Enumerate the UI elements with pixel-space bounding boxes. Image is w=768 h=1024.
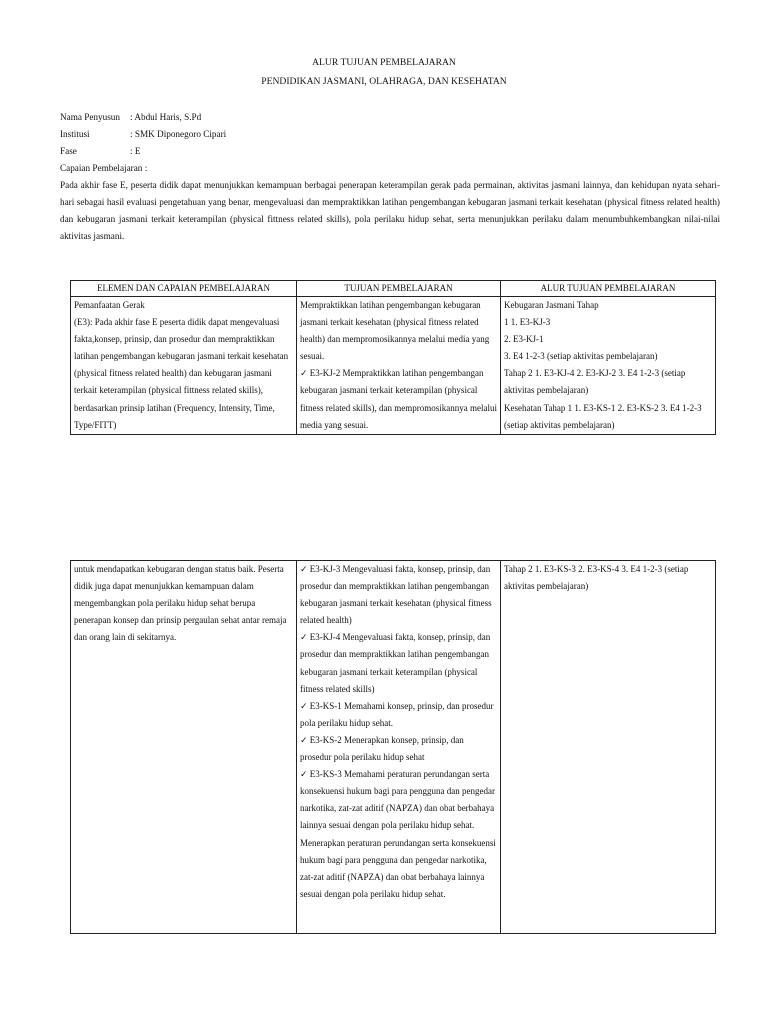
alur-line: Kesehatan Tahap 1 1. E3-KS-1 2. E3-KS-2 3. E4 1-2-3 (setiap aktivitas pembelajaran) bbox=[504, 402, 702, 430]
table-row bbox=[71, 297, 716, 435]
cell-tujuan bbox=[297, 561, 501, 934]
alur-line: 2. E3-KJ-1 bbox=[504, 334, 544, 345]
alur-line: 3. E4 1-2-3 (setiap aktivitas pembelajaran) bbox=[504, 351, 658, 362]
meta-fase bbox=[60, 143, 720, 160]
penyusun-label: Nama Penyusun bbox=[60, 112, 120, 122]
penyusun-value: : Abdul Haris, S.Pd bbox=[130, 112, 202, 122]
fase-value: : E bbox=[130, 146, 141, 156]
cell-alur bbox=[501, 561, 716, 934]
alur-line: Kebugaran Jasmani Tahap bbox=[504, 300, 599, 310]
tujuan-item: ✓ E3-KJ-3 Mengevaluasi fakta, konsep, prinsip, dan prosedur dan mempraktikkan latihan pengembangan kebugaran jasmani terkait kesehatan (physical fitness related health) bbox=[300, 564, 492, 626]
elemen-text: (E3): Pada akhir fase E peserta didik dapat mengevaluasi fakta,konsep, prinsip, dan prosedur dan mempraktikkan latihan pengembangan kebugaran jasmani terkait kesehatan (physical fitness related health) dan kebugaran jasmani terkait keterampilan (physical fittness related skills), berdasarkan prinsip latihan (Frequency, Intensity, Time, Type/FITT) bbox=[74, 317, 289, 430]
cell-tujuan bbox=[297, 297, 501, 435]
alur-line: 1 1. E3-KJ-3 bbox=[504, 317, 551, 328]
tujuan-item: ✓ E3-KS-3 Memahami peraturan perundangan serta konsekuensi hukum bagi para pengguna dan pengedar narkotika, zat-zat aditif (NAPZA) dan obat berbahaya lainnya sesuai dengan pola perilaku hidup sehat. bbox=[300, 769, 495, 831]
cell-alur bbox=[501, 297, 716, 435]
table-header-row bbox=[71, 281, 716, 297]
tujuan-text: Mempraktikkan latihan pengembangan kebugaran jasmani terkait kesehatan (physical fitness related health) dan mempromosikannya melalui media yang sesuai. bbox=[300, 300, 490, 362]
institusi-value: : SMK Diponegoro Cipari bbox=[130, 129, 227, 139]
capaian-label: Capaian Pembelajaran : bbox=[60, 163, 148, 173]
tujuan-item: ✓ E3-KS-1 Memahami konsep, prinsip, dan prosedur pola perilaku hidup sehat. bbox=[300, 700, 494, 728]
cell-elemen bbox=[71, 561, 297, 934]
tujuan-item: Menerapkan peraturan perundangan serta konsekuensi hukum bagi para pengguna dan pengedar narkotika, zat-zat aditif (NAPZA) dan obat berbahaya lainnya sesuai dengan pola perilaku hidup sehat. bbox=[300, 837, 496, 899]
atp-table-continued bbox=[70, 560, 716, 934]
meta-section bbox=[60, 109, 720, 245]
header-elemen: ELEMEN DAN CAPAIAN PEMBELAJARAN bbox=[71, 281, 297, 297]
header-alur: ALUR TUJUAN PEMBELAJARAN bbox=[501, 281, 716, 297]
tujuan-item: ✓ E3-KJ-4 Mengevaluasi fakta, konsep, prinsip, dan prosedur dan mempraktikkan latihan pengembangan kebugaran jasmani terkait keterampilan (physical fitness related skills) bbox=[300, 632, 491, 694]
alur-line: Tahap 2 1. E3-KS-3 2. E3-KS-4 3. E4 1-2-3 (setiap aktivitas pembelajaran) bbox=[504, 564, 689, 592]
capaian-paragraph: Pada akhir fase E, peserta didik dapat menunjukkan kemampuan berbagai penerapan keterampilan gerak pada permainan, aktivitas jasmani lainnya, dan kehidupan nyata sehari- hari sebagai hasil evaluasi pengetahuan yang benar, mengevaluasi dan mempraktikkan latihan pengembangan kebugaran jasmani terkait kesehatan (physical fitness related health) dan kebugaran jasmani terkait keterampilan (physical fittness related skills), pola perilaku hidup sehat, serta menunjukkan perilaku dalam menumbuhkembangkan nilai-nilai aktivitas jasmani. bbox=[60, 180, 720, 241]
elemen-title: Pemanfaatan Gerak bbox=[74, 300, 145, 310]
elemen-text: untuk mendapatkan kebugaran dengan status baik. Peserta didik juga dapat menunjukkan kemampuan dalam mengembangkan pola perilaku hidup sehat berupa penerapan konsep dan prinsip pergaulan sehat antar remaja dan orang lain di sekitarnya. bbox=[74, 564, 287, 643]
atp-table bbox=[70, 280, 716, 435]
document-subtitle: PENDIDIKAN JASMANI, OLAHRAGA, DAN KESEHATAN bbox=[261, 76, 507, 87]
meta-penyusun bbox=[60, 109, 720, 126]
document-title: ALUR TUJUAN PEMBELAJARAN bbox=[312, 57, 456, 68]
cell-elemen bbox=[71, 297, 297, 435]
tujuan-item: ✓ E3-KS-2 Menerapkan konsep, prinsip, dan prosedur pola perilaku hidup sehat bbox=[300, 734, 464, 763]
alur-line: Tahap 2 1. E3-KJ-4 2. E3-KJ-2 3. E4 1-2-3 (setiap aktivitas pembelajaran) bbox=[504, 368, 686, 396]
header-tujuan: TUJUAN PEMBELAJARAN bbox=[297, 281, 501, 297]
table-row bbox=[71, 561, 716, 934]
tujuan-item: ✓ E3-KJ-2 Mempraktikkan latihan pengembangan kebugaran jasmani terkait keterampilan (physical fitness related skills), dan mempromosikannya melalui media yang sesuai. bbox=[300, 368, 497, 430]
meta-institusi bbox=[60, 126, 720, 143]
institusi-label: Institusi bbox=[60, 129, 90, 139]
fase-label: Fase bbox=[60, 146, 77, 156]
